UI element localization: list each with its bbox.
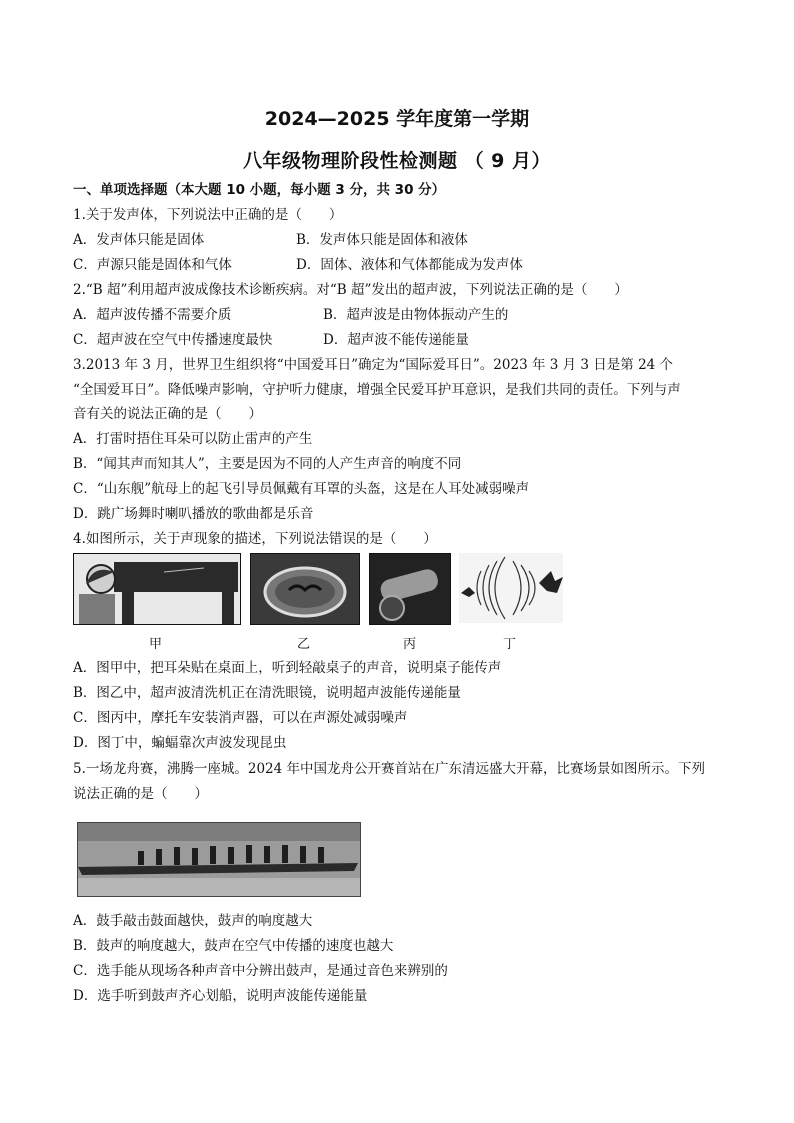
question-3-option-b: B．“闻其声而知其人”，主要是因为不同的人产生声音的响度不同 bbox=[73, 456, 462, 472]
figure-ding-image bbox=[459, 553, 563, 623]
question-1-option-a: A．发声体只能是固体 bbox=[73, 232, 205, 248]
question-1-option-b: B．发声体只能是固体和液体 bbox=[296, 232, 468, 248]
question-2-option-d: D．超声波不能传递能量 bbox=[323, 332, 469, 348]
figure-caption-yi: 乙 bbox=[297, 637, 311, 652]
question-3-option-d: D．跳广场舞时喇叭播放的歌曲都是乐音 bbox=[73, 506, 314, 522]
question-5-option-d: D．选手听到鼓声齐心划船，说明声波能传递能量 bbox=[73, 988, 368, 1004]
question-1-stem: 1.关于发声体，下列说法中正确的是（ ） bbox=[73, 207, 343, 223]
question-3-line-3: 音有关的说法正确的是（ ） bbox=[73, 406, 262, 422]
question-2-option-b: B．超声波是由物体振动产生的 bbox=[323, 307, 509, 323]
exam-subtitle: 八年级物理阶段性检测题 （ 9 月） bbox=[242, 150, 552, 172]
question-5-line-2: 说法正确的是（ ） bbox=[73, 786, 208, 802]
question-4-stem: 4.如图所示，关于声现象的描述，下列说法错误的是（ ） bbox=[73, 531, 437, 547]
figure-caption-bing: 丙 bbox=[403, 637, 417, 652]
question-4-option-d: D．图丁中，蝙蝠靠次声波发现昆虫 bbox=[73, 735, 287, 751]
question-1-option-d: D．固体、液体和气体都能成为发声体 bbox=[296, 257, 523, 273]
exam-title: 2024—2025 学年度第一学期 bbox=[264, 108, 530, 130]
question-2-option-c: C．超声波在空气中传播速度最快 bbox=[73, 332, 273, 348]
figure-yi-image bbox=[250, 553, 360, 625]
question-3-option-a: A．打雷时捂住耳朵可以防止雷声的产生 bbox=[73, 431, 313, 447]
question-2-stem: 2.“B 超”利用超声波成像技术诊断疾病。对“B 超”发出的超声波，下列说法正确的是（ ） bbox=[73, 282, 628, 298]
question-3-option-c: C．“山东舰”航母上的起飞引导员佩戴有耳罩的头盔，这是在人耳处减弱噪声 bbox=[73, 481, 530, 497]
question-4-option-a: A．图甲中，把耳朵贴在桌面上，听到轻敲桌子的声音，说明桌子能传声 bbox=[73, 660, 502, 676]
question-4-figure bbox=[73, 553, 563, 653]
question-3-line-1: 3.2013 年 3 月，世界卫生组织将“中国爱耳日”确定为“国际爱耳日”。2023 年 3 月 3 日是第 24 个 bbox=[73, 357, 674, 373]
question-5-option-a: A．鼓手敲击鼓面越快，鼓声的响度越大 bbox=[73, 913, 313, 929]
question-5-option-b: B．鼓声的响度越大，鼓声在空气中传播的速度也越大 bbox=[73, 938, 394, 954]
question-2-option-a: A．超声波传播不需要介质 bbox=[73, 307, 232, 323]
figure-caption-ding: 丁 bbox=[503, 637, 517, 652]
question-4-option-c: C．图丙中，摩托车安装消声器，可以在声源处减弱噪声 bbox=[73, 710, 408, 726]
question-3-line-2: “全国爱耳日”。降低噪声影响，守护听力健康，增强全民爱耳护耳意识，是我们共同的责任。下列与声 bbox=[73, 382, 681, 398]
question-5-option-c: C．选手能从现场各种声音中分辨出鼓声，是通过音色来辨别的 bbox=[73, 963, 448, 979]
question-1-option-c: C．声源只能是固体和气体 bbox=[73, 257, 232, 273]
figure-bing-image bbox=[369, 553, 451, 625]
question-4-option-b: B．图乙中，超声波清洗机正在清洗眼镜，说明超声波能传递能量 bbox=[73, 685, 461, 701]
dragon-boat-photo bbox=[77, 822, 361, 897]
section-heading: 一、单项选择题（本大题 10 小题，每小题 3 分，共 30 分） bbox=[73, 182, 446, 198]
figure-caption-jia: 甲 bbox=[149, 637, 163, 652]
question-5-line-1: 5.一场龙舟赛，沸腾一座城。2024 年中国龙舟公开赛首站在广东清远盛大开幕，比赛场景如图所示。下列 bbox=[73, 761, 706, 777]
figure-jia-image bbox=[73, 553, 241, 625]
